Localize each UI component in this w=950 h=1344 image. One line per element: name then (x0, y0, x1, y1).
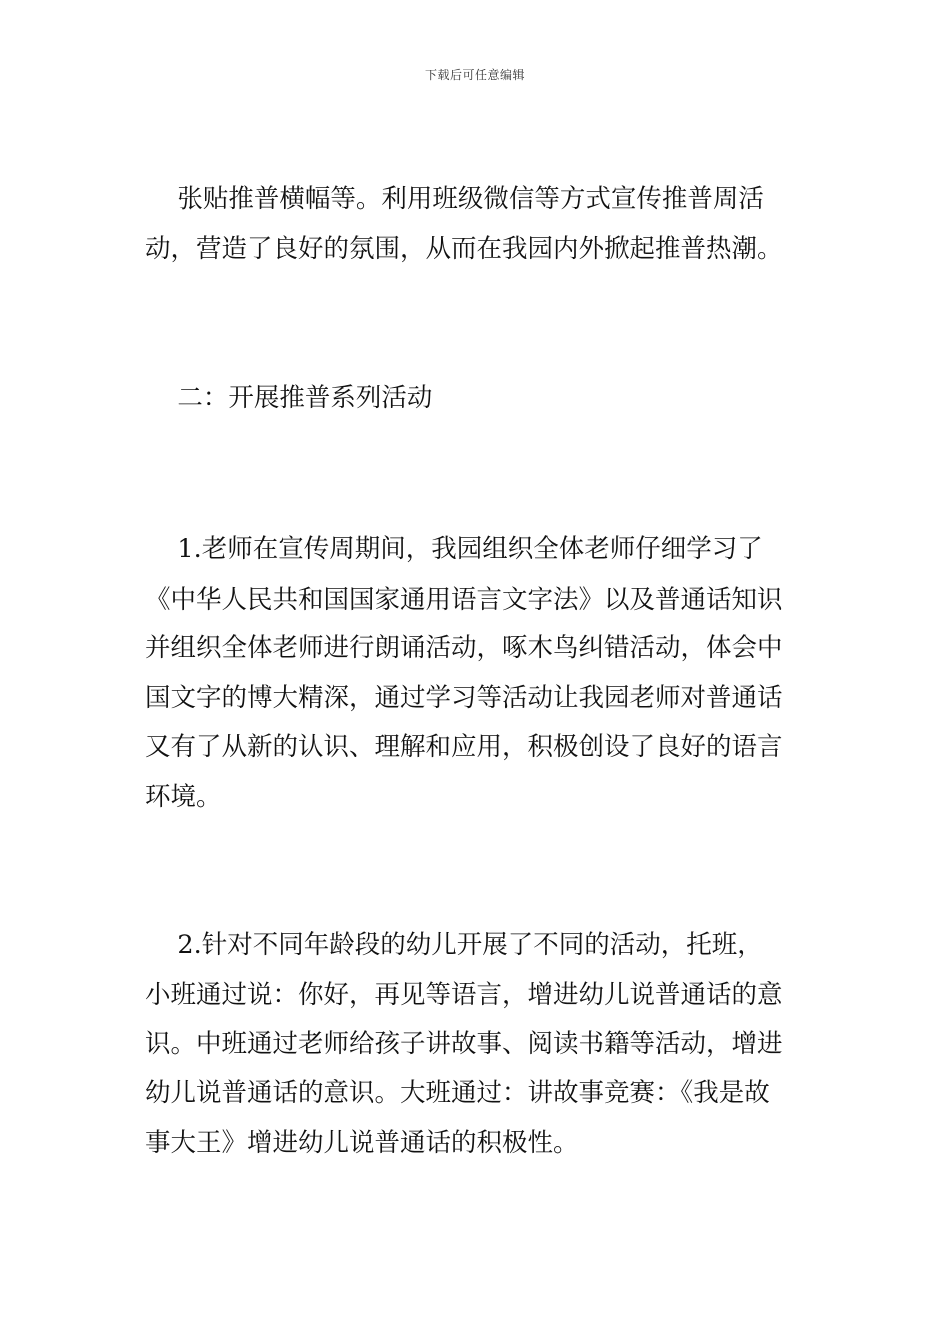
paragraph-line: 《中华人民共和国国家通用语言文字法》以及普通话知识 (145, 585, 783, 615)
paragraph-line: 事大王》增进幼儿说普通话的积极性。 (145, 1128, 579, 1158)
paragraph-line: 小班通过说：你好，再见等语言，增进幼儿说普通话的意 (145, 980, 783, 1010)
paragraph-line: 2.针对不同年龄段的幼儿开展了不同的活动，托班， (145, 930, 763, 960)
paragraph-line: 国文字的博大精深，通过学习等活动让我园老师对普通话 (145, 683, 783, 713)
paragraph-line: 动，营造了良好的氛围，从而在我园内外掀起推普热潮。 (145, 234, 783, 264)
paragraph-line: 1.老师在宣传周期间，我园组织全体老师仔细学习了 (145, 534, 763, 564)
paragraph-line: 幼儿说普通话的意识。大班通过：讲故事竞赛：《我是故 (145, 1078, 770, 1108)
page-header: 下载后可任意编辑 (424, 68, 525, 82)
paragraph-line: 又有了从新的认识、理解和应用，积极创设了良好的语言 (145, 732, 783, 762)
section-heading: 二：开展推普系列活动 (145, 383, 433, 413)
paragraph-line: 张贴推普横幅等。利用班级微信等方式宣传推普周活 (145, 184, 764, 214)
paragraph-line: 并组织全体老师进行朗诵活动，啄木鸟纠错活动，体会中 (145, 633, 783, 663)
paragraph-line: 环境。 (145, 782, 222, 812)
paragraph-line: 识。中班通过老师给孩子讲故事、阅读书籍等活动，增进 (145, 1029, 783, 1059)
